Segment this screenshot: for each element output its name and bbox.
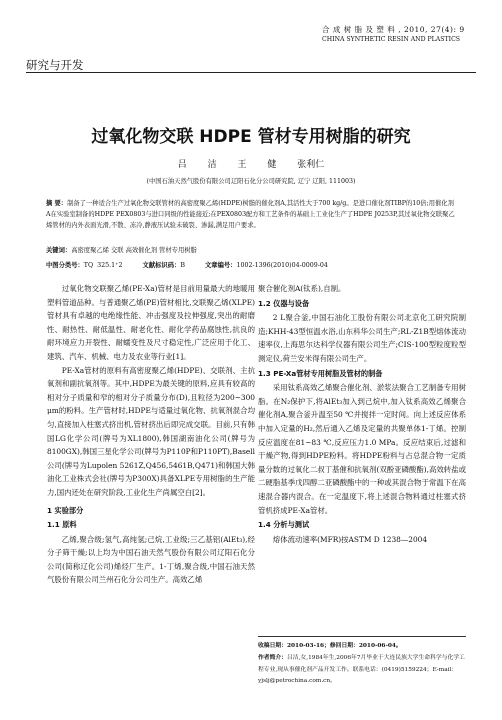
- affiliation: (中国石油天然气股份有限公司辽阳石化分公司研究院, 辽宁 辽阳, 111003): [146, 178, 356, 185]
- author-bio: [258, 653, 466, 688]
- subsection-heading: 1.4 分析与测试: [258, 520, 310, 530]
- author-1: 吕 洁: [177, 160, 217, 170]
- footnote: [258, 641, 466, 688]
- left-column: [47, 282, 255, 587]
- journal-english-name: CHINA SYNTHETIC RESIN AND PLASTICS: [322, 36, 461, 43]
- class-value: TQ 325.1⁺2: [83, 262, 123, 269]
- class-label: 中图分类号：: [46, 262, 84, 269]
- subsection-heading: 1.2 仪器与设备: [258, 298, 310, 308]
- section-label: 研究与开发: [26, 58, 84, 72]
- abstract: [46, 198, 458, 232]
- right-column: [258, 282, 466, 546]
- keywords-label: 关键词：: [46, 247, 72, 254]
- classification-line: [46, 260, 458, 271]
- subsection-heading: 1.1 原料: [47, 520, 77, 530]
- abstract-text: 制备了一种适合生产过氧化物交联管材的高密度聚乙烯(HDPE)树脂的催化剂A,其活性大于700 kg/g。是进口催化剂TIBP的10倍;用催化剂A在实验室制备的HDPE PEX0803与进口同级的性能接近;在PEX0803配方和工艺条件的基础上工业化生产了HDPE J0253P,其过氧化物交联聚乙烯管材的内外表面光滑,不散、冻冷,静液压试验未破裂、渗漏,满足用户要求。: [46, 200, 455, 230]
- abstract-label: 摘 要：: [46, 200, 68, 207]
- paragraph: 2 L聚合釜,中国石油化工股份有限公司北京化工研究院制造;KHH-43型恒温水浴,山东科华公司生产;RL-Z1B型熔体流动速率仪,上海思尔达科学仪器有限公司生产;CIS-100型粒度粒型测定仪,荷兰安米得有限公司生产。: [258, 313, 466, 363]
- paragraph: 乙烯,聚合级;氢气,高纯氢;己烷,工业级;三乙基铝(AlEt₃),经分子筛干燥;以上均为中国石油天然气股份有限公司辽阳石化分公司(简称辽化公司)烯烃厂生产。1-丁烯,聚合级,中国石油天然气股份有限公司兰州石化分公司生产。高效乙烯: [47, 534, 255, 585]
- author-bio-label: 作者简介：: [258, 654, 287, 661]
- author-list: [0, 157, 502, 170]
- author-bio-text: 吕洁,女,1984年生,2006年7月毕业于大连民族大学生命科学与化学工程专业,现从事催化剂产品开发工作。联系电话：(0419)5159224；E-mail：yjslj@petrochina.com.cn。: [258, 654, 465, 685]
- paragraph: 采用钛系高效乙烯聚合催化剂、淤浆法聚合工艺制备专用树脂。在N₂保护下,将AlEt₃加入到己烷中,加入钛系高效乙烯聚合催化剂A,聚合釜升温至50 ℃并搅拌一定时间。向上述反应体系中加入定量的H₂,然后通入乙烯及定量的共聚单体1-丁烯。控制反应温度在81~83 ℃,反应压力1.0 MPa。反应结束后,过滤和干燥产物,得到HDPE粉料。将HDPE粉料与占总混合物一定质量分数的过氧化二叔丁基催和抗氧剂(双酚亚磷酸酯),高效转盐或二硬脂基季戊四醇二亚磷酸酯中的一种或其混合物于常温下在高速混合器内混合。在一定温度下,将上述混合物料通过柱塞式挤管机挤成PE-Xa管材。: [258, 383, 466, 515]
- article-id-label: 文章编号：: [204, 262, 237, 269]
- journal-citation: 合 成 树 脂 及 塑 料 , 2010, 27(4): 9: [322, 25, 465, 34]
- footnote-rule: [258, 636, 466, 637]
- keywords-text: 高密度聚乙烯 交联 高效催化剂 管材专用树脂: [71, 247, 197, 254]
- subsection-heading: 1.3 PE-Xa管材专用树脂及管材的制备: [258, 368, 383, 378]
- paragraph: 聚合催化剂A(钛系),自制。: [258, 284, 346, 293]
- keywords: [46, 245, 458, 256]
- paragraph: 熔体流动速率(MFR)按ASTM D 1238—2004: [272, 534, 428, 544]
- received-dates: 收稿日期：2010-03-16；修回日期：2010-06-04。: [258, 643, 402, 649]
- header-rule: [26, 72, 476, 73]
- article-id-value: 1002-1396(2010)04-0009-04: [236, 262, 328, 269]
- doc-code-value: B: [180, 262, 185, 269]
- paragraph: 过氧化物交联聚乙烯(PE-Xa)管材是目前用量最大的地暖用塑料管道品种。与普通聚乙烯(PE)管材相比,交联聚乙烯(XLPE)管材具有卓越的电绝缘性能、冲击强度及拉伸强度,突出的耐磨性、耐热性、耐低温性、耐老化性、耐化学药品腐蚀性,抗良的耐环境应力开裂性、耐蠕变性及尺寸稳定性,广泛应用于化工、建筑、汽车、机械、电力及农业等行业[1]。: [47, 284, 255, 361]
- author-2: 王 健: [237, 160, 277, 170]
- doc-code-label: 文献标识码：: [142, 262, 181, 269]
- author-3: 张利仁: [297, 160, 325, 170]
- paragraph: PE-Xa管材的原料有高密度聚乙烯(HDPE)、交联剂、主抗氧剂和副抗氧剂等。其中,HDPE为最关键的原料,应具有较高的相对分子质量和窄的相对分子质量分布(D),且粒径为200~300 μm的粉料。生产管材时,HDPE与适量过氧化物、抗氧剂混合均匀,直接加入柱塞式挤出机,管材挤出后即完成交联。目前,只有韩国LG化学公司(牌号为XL1800),韩国湖南油化公司(牌号为8100GX),韩国三星化学公司(牌号为P110P和P110PT),Basell公司(牌号为Lupolen 5261Z,Q456,5461B,Q471)和韩国大韩油化工业株式会社(牌号为P300X)具备XLPE专用树脂的生产能力,国内还处在研究阶段,工业化生产尚属空白[2]。: [47, 365, 255, 497]
- article-title: 过氧化物交联 HDPE 管材专用树脂的研究: [91, 127, 411, 147]
- section-heading: 1 实验部分: [47, 505, 84, 515]
